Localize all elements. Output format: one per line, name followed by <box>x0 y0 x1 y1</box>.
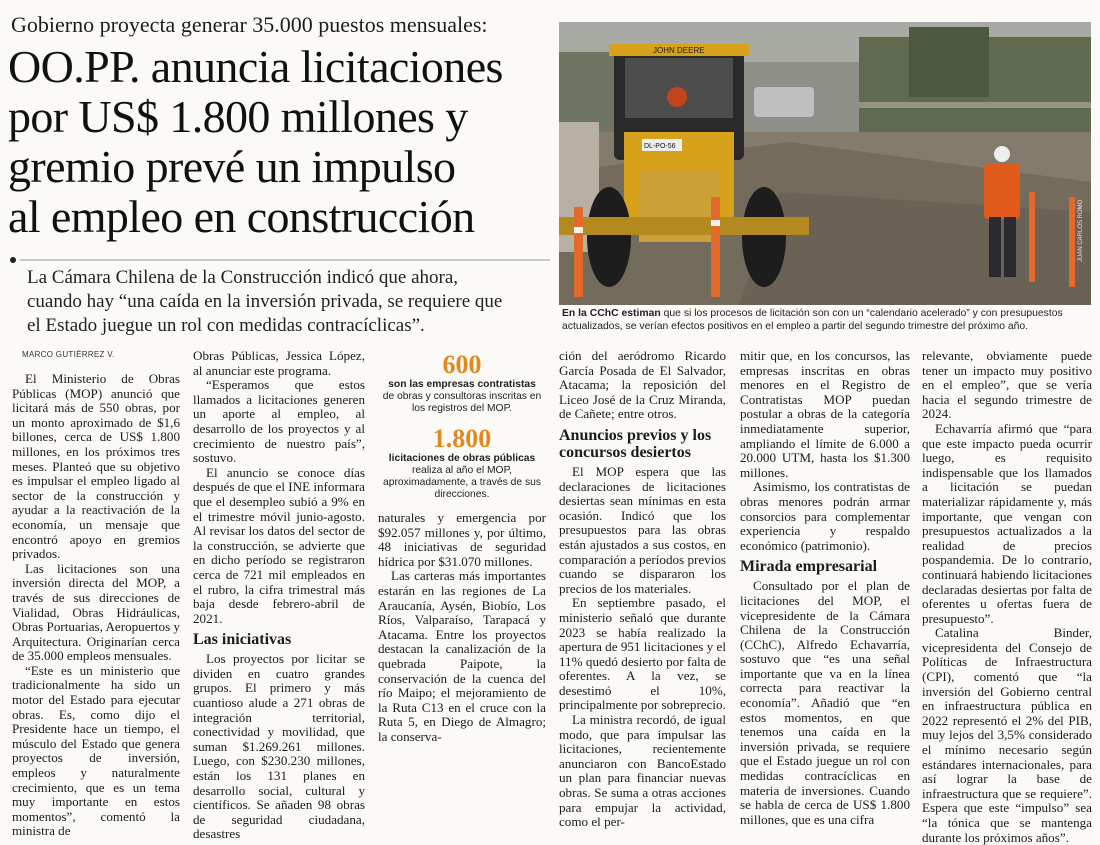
byline: MARCO GUTIÉRREZ V. <box>22 350 115 359</box>
kicker: Gobierno proyecta generar 35.000 puestos mensuales: <box>11 12 488 37</box>
subheading: Las iniciativas <box>193 631 292 649</box>
photo-caption <box>562 307 1094 333</box>
stat-description: son las empresas contratistas de obras y consultoras inscritas en los registros del MOP. <box>382 379 542 414</box>
headline-line: por US$ 1.800 millones y <box>8 91 468 142</box>
paragraph: Las licitaciones son una inversión directa del MOP, a través de sus direcciones de Vialidad, Obras Hidráulicas, Obras Portuarias, Aeropuertos y Arquitectura. Originarían cerca de 35.000 empleos mensuales. <box>12 560 180 664</box>
paragraph: Los proyectos por licitar se dividen en cuatro grandes grupos. El primero y más cuantioso alude a 271 obras de integración territorial, conectividad y movilidad, que suman $1.269.261 millones. Luego, con $230.230 millones, están los 131 planes en desarrollo social, cultural y científicos. Se añaden 98 obras de seguridad ciudadana, desastres <box>193 651 365 842</box>
lead-divider <box>20 259 550 261</box>
paragraph: Obras Públicas, Jessica López, al anunciar este programa. <box>193 348 365 378</box>
stats-box <box>378 351 546 501</box>
paragraph: “Este es un ministerio que tradicionalmente ha sido un motor del Estado para ejecutar obras. Es, como dijo el Presidente hace un tiempo, el músculo del Estado que genera proyectos de inversión, empleos y naturalmente crecimiento, que es un tema muy importante en estos momentos”, comentó la ministra de <box>12 662 180 839</box>
lead-bullet-icon <box>10 257 16 263</box>
paragraph: Asimismo, los contratistas de obras menores podrán armar consorcios para complementar experiencia y respaldo económico (patrimonio). <box>740 479 910 553</box>
headline-line: al empleo en construcción <box>8 191 475 242</box>
lead-line: cuando hay “una caída en la inversión privada, se requiere que <box>27 291 503 312</box>
stat-number: 1.800 <box>432 424 492 453</box>
paragraph: ción del aeródromo Ricardo García Posada de El Salvador, Atacama; la reposición del Liceo José de la Cruz Miranda, de Cañete; entre otros. <box>559 348 726 422</box>
paragraph: mitir que, en los concursos, las empresas inscritas en obras menores en el Registro de Contratistas MOP puedan postular a obras de la categoría inmediatamente superior, ampliando el límite de 6.000 a 20.000 UTM, hasta los $1.300 millones. <box>740 348 910 480</box>
machine-brand: JOHN DEERE <box>653 46 705 55</box>
body-column-6 <box>922 349 1092 845</box>
paragraph: El MOP espera que las declaraciones de licitaciones desiertas sean mínimas en esta ocasión. Indicó que los presupuestos para las obras están ajustados a sus costos, en comparación a períodos previos cuando se dispararon los precios de los materiales. <box>559 463 726 596</box>
paragraph: naturales y emergencia por $92.057 millones y, por último, 48 iniciativas de seguridad hídrica por $31.070 millones. <box>378 510 546 569</box>
paragraph: Consultado por el plan de licitaciones del MOP, el vicepresidente de la Cámara Chilena de la Construcción (CChC), Alfredo Echavarría, sostuvo que “es una señal importante que va en la línea correcta para reactivar la economía”. Añadió que “en estos momentos, en que tenemos una caída en la inversión privada, se requiere que el Estado juegue un rol con medidas contracíclicas en materia de inversiones. Cuando se habla de cerca de US$ 1.800 millones, que es una cifra <box>740 578 910 827</box>
paragraph: Las carteras más importantes estarán en las regiones de La Araucanía, Aysén, Biobío, Los Ríos, Valparaíso, Tarapacá y Atacama. Entre los proyectos destacan la canalización de la quebrada Paipote, la conservación de la cuenca del río Maipo; el mejoramiento de la Ruta C13 en el cruce con la Ruta 5, en Diego de Almagro; la conserva- <box>378 568 546 744</box>
lead-line: el Estado juegue un rol con medidas contracíclicas”. <box>27 315 425 336</box>
lead-line: La Cámara Chilena de la Construcción indicó que ahora, <box>27 267 459 288</box>
stat-description: licitaciones de obras públicas realiza al año el MOP, aproximadamente, a través de sus direcciones. <box>383 453 541 500</box>
paragraph: Echavarría afirmó que “para que este impacto pueda ocurrir luego, es requisito indispensable que los llamados a licitación se puedan materializar rápidamente y, más importante, que vengan con presupuestos actualizados a la realidad de precios pospandemia. De lo contrario, continuará habiendo licitaciones declaradas desiertas por falta de oferentes u ofertas fuera de presupuesto”. <box>922 420 1092 626</box>
photo-credit: JUAN CARLOS ROMO <box>1078 199 1084 262</box>
body-column-1 <box>12 372 180 839</box>
photo-illustration <box>559 22 1091 305</box>
headline <box>8 42 553 242</box>
body-column-4 <box>559 349 726 830</box>
paragraph: En septiembre pasado, el ministerio señaló que durante 2023 se había realizado la apertura de 951 licitaciones y el 11% quedó desierto por falta de oferentes. A la vez, se desestimó el 10%, principalmente por sobreprecio. <box>559 595 726 713</box>
headline-line: gremio prevé un impulso <box>8 141 456 192</box>
paragraph: “Esperamos que estos llamados a licitaciones generen un aporte al empleo, al desarrollo de los proyectos y al crecimiento de nuestro país”, sostuvo. <box>193 377 365 466</box>
body-column-2 <box>193 349 365 842</box>
paragraph: relevante, obviamente puede tener un impacto muy positivo en el empleo”, que se vería hacia el segundo trimestre de 2024. <box>922 348 1092 422</box>
paragraph: El Ministerio de Obras Públicas (MOP) anunció que licitará más de 550 obras, por un monto aproximado de $1,6 billones, cerca de US$ 1.800 millones, en los próximos tres meses. Planteó que su objetivo es impulsar el empleo ligado al sector de la construcción y ayudar a la reactivación de la economía, un mensaje que encontró apoyo en gremios privados. <box>12 371 180 562</box>
paragraph: Catalina Binder, vicepresidenta del Consejo de Políticas de Infraestructura (CPI), comentó que “la inversión del Gobierno central en infraestructura pública en 2022 representó el 2% del PIB, muy lejos del 3,5% considerado el mínimo necesario según estándares internacionales, para así lograr la base de infraestructura que se requiere”. Espera que este “impulso” sea “la tónica que se mantenga durante los próximos años”. <box>922 625 1092 845</box>
paragraph: La ministra recordó, de igual modo, que para impulsar las licitaciones, recientemente anunciaron con BancoEstado un plan para financiar nuevas obras. Se suma a otras acciones para empujar la actividad, como el per- <box>559 712 726 830</box>
subheading: Mirada empresarial <box>740 558 878 576</box>
photo-road-grader <box>559 22 1091 305</box>
body-column-3 <box>378 349 546 745</box>
lead-paragraph <box>27 266 552 338</box>
subheading: Anuncios previos y los concursos desiertos <box>559 426 712 461</box>
body-column-5 <box>740 349 910 827</box>
paragraph: El anuncio se conoce días después de que el INE informara que el desempleo subió a 9% en el trimestre móvil junio-agosto. Al revisar los datos del sector de la construcción, se advierte que en dicho período se registraron cerca de 721 mil empleados en el rubro, la cifra trimestral más baja desde febrero-abril de 2021. <box>193 464 365 626</box>
caption-text: que si los procesos de licitación son con un “calendario acelerado” y con presupuestos actualizados, se verían efectos positivos en el empleo a partir del segundo trimestre del próximo año. <box>562 308 1063 332</box>
headline-line: OO.PP. anuncia licitaciones <box>8 41 503 92</box>
stat-number: 600 <box>442 350 482 379</box>
caption-lead: En la CChC estiman <box>562 308 661 319</box>
machine-plate: DL-PO-56 <box>644 143 676 150</box>
